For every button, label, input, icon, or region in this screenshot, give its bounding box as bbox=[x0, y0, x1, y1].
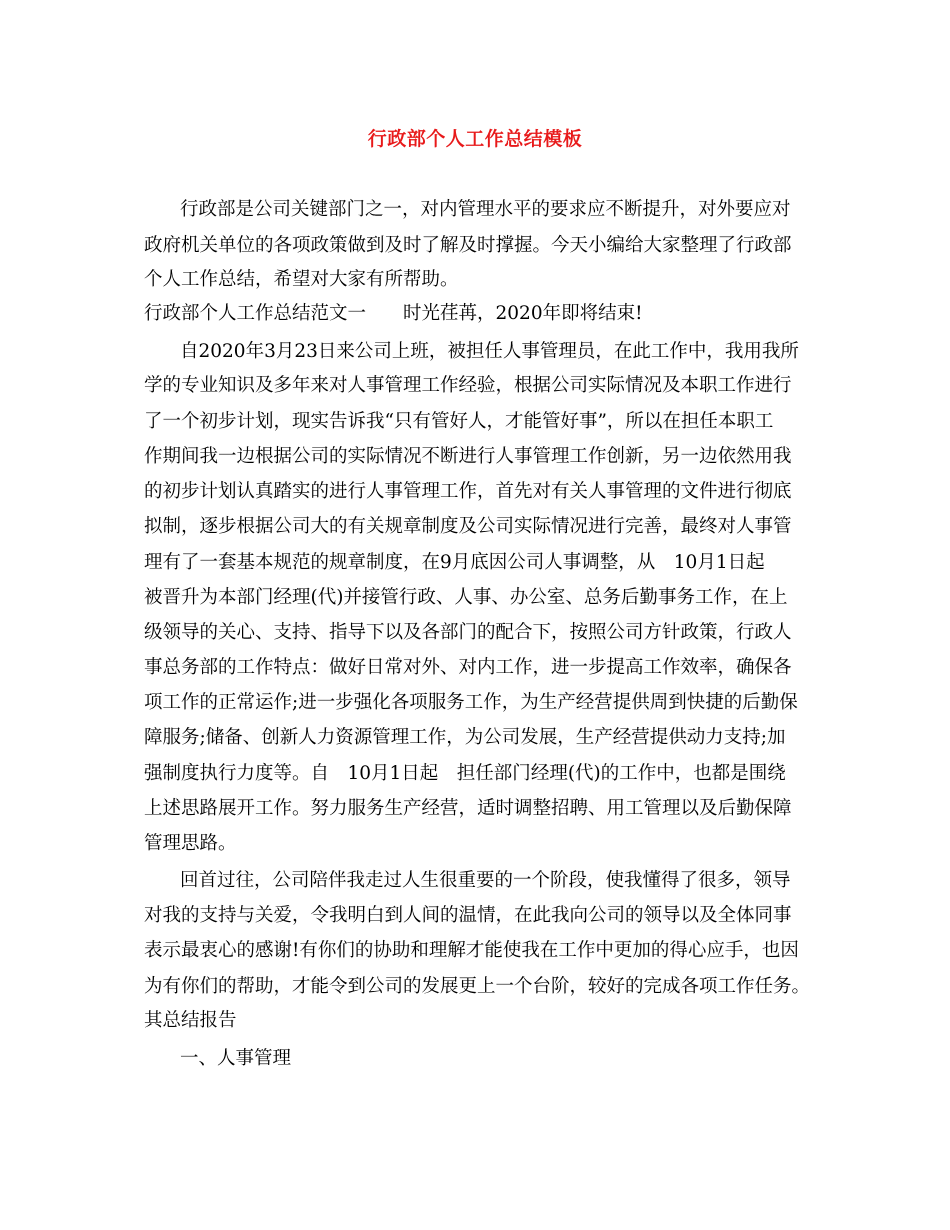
document-title: 行政部个人工作总结模板 bbox=[367, 128, 583, 150]
paragraph-line: 上述思路展开工作。努力服务生产经营，适时调整招聘、用工管理以及后勤保障 bbox=[144, 798, 792, 819]
paragraph-line: 拟制，逐步根据公司大的有关规章制度及公司实际情况进行完善，最终对人事管 bbox=[144, 516, 792, 537]
paragraph-line: 强制度执行力度等。自 10月1日起 担任部门经理(代)的工作中，也都是围绕 bbox=[144, 763, 786, 784]
paragraph-line: 对我的支持与关爱，令我明白到人间的温情，在此我向公司的领导以及全体同事 bbox=[144, 905, 792, 926]
paragraph-line: 回首过往，公司陪伴我走过人生很重要的一个阶段，使我懂得了很多，领导 bbox=[180, 870, 791, 891]
paragraph-line: 被晋升为本部门经理(代)并接管行政、人事、办公室、总务后勤事务工作，在上 bbox=[144, 587, 788, 608]
paragraph-line: 理有了一套基本规范的规章制度，在9月底因公司人事调整，从 10月1日起 bbox=[144, 552, 765, 573]
paragraph-line: 事总务部的工作特点：做好日常对外、对内工作，进一步提高工作效率，确保各 bbox=[144, 657, 792, 678]
paragraph-line: 了一个初步计划，现实告诉我“只有管好人，才能管好事”，所以在担任本职工 bbox=[144, 411, 774, 432]
paragraph-line: 障服务;储备、创新人力资源管理工作，为公司发展，生产经营提供动力支持;加 bbox=[144, 727, 786, 748]
paragraph-line: 其总结报告 bbox=[144, 1010, 237, 1031]
paragraph-line: 的初步计划认真踏实的进行人事管理工作，首先对有关人事管理的文件进行彻底 bbox=[144, 481, 792, 502]
paragraph-line: 自2020年3月23日来公司上班，被担任人事管理员，在此工作中，我用我所 bbox=[180, 341, 799, 362]
paragraph-line: 学的专业知识及多年来对人事管理工作经验，根据公司实际情况及本职工作进行 bbox=[144, 375, 792, 396]
paragraph-line: 项工作的正常运作;进一步强化各项服务工作，为生产经营提供周到快捷的后勤保 bbox=[144, 692, 798, 713]
paragraph-line: 行政部是公司关键部门之一，对内管理水平的要求应不断提升，对外要应对 bbox=[180, 199, 791, 220]
paragraph-line: 行政部个人工作总结范文一 时光荏苒，2020年即将结束! bbox=[144, 303, 643, 324]
paragraph-line: 个人工作总结，希望对大家有所帮助。 bbox=[144, 269, 459, 290]
paragraph-line: 级领导的关心、支持、指导下以及各部门的配合下，按照公司方针政策，行政人 bbox=[144, 622, 792, 643]
paragraph-line: 管理思路。 bbox=[144, 833, 237, 854]
section-heading: 一、人事管理 bbox=[180, 1048, 292, 1069]
paragraph-line: 政府机关单位的各项政策做到及时了解及时撑握。今天小编给大家整理了行政部 bbox=[144, 235, 792, 256]
paragraph-line: 作期间我一边根据公司的实际情况不断进行人事管理工作创新，另一边依然用我 bbox=[144, 446, 792, 467]
paragraph-line: 为有你们的帮助，才能令到公司的发展更上一个台阶，较好的完成各项工作任务。 bbox=[144, 976, 811, 997]
paragraph-line: 表示最衷心的感谢!有你们的协助和理解才能使我在工作中更加的得心应手，也因 bbox=[144, 940, 799, 961]
